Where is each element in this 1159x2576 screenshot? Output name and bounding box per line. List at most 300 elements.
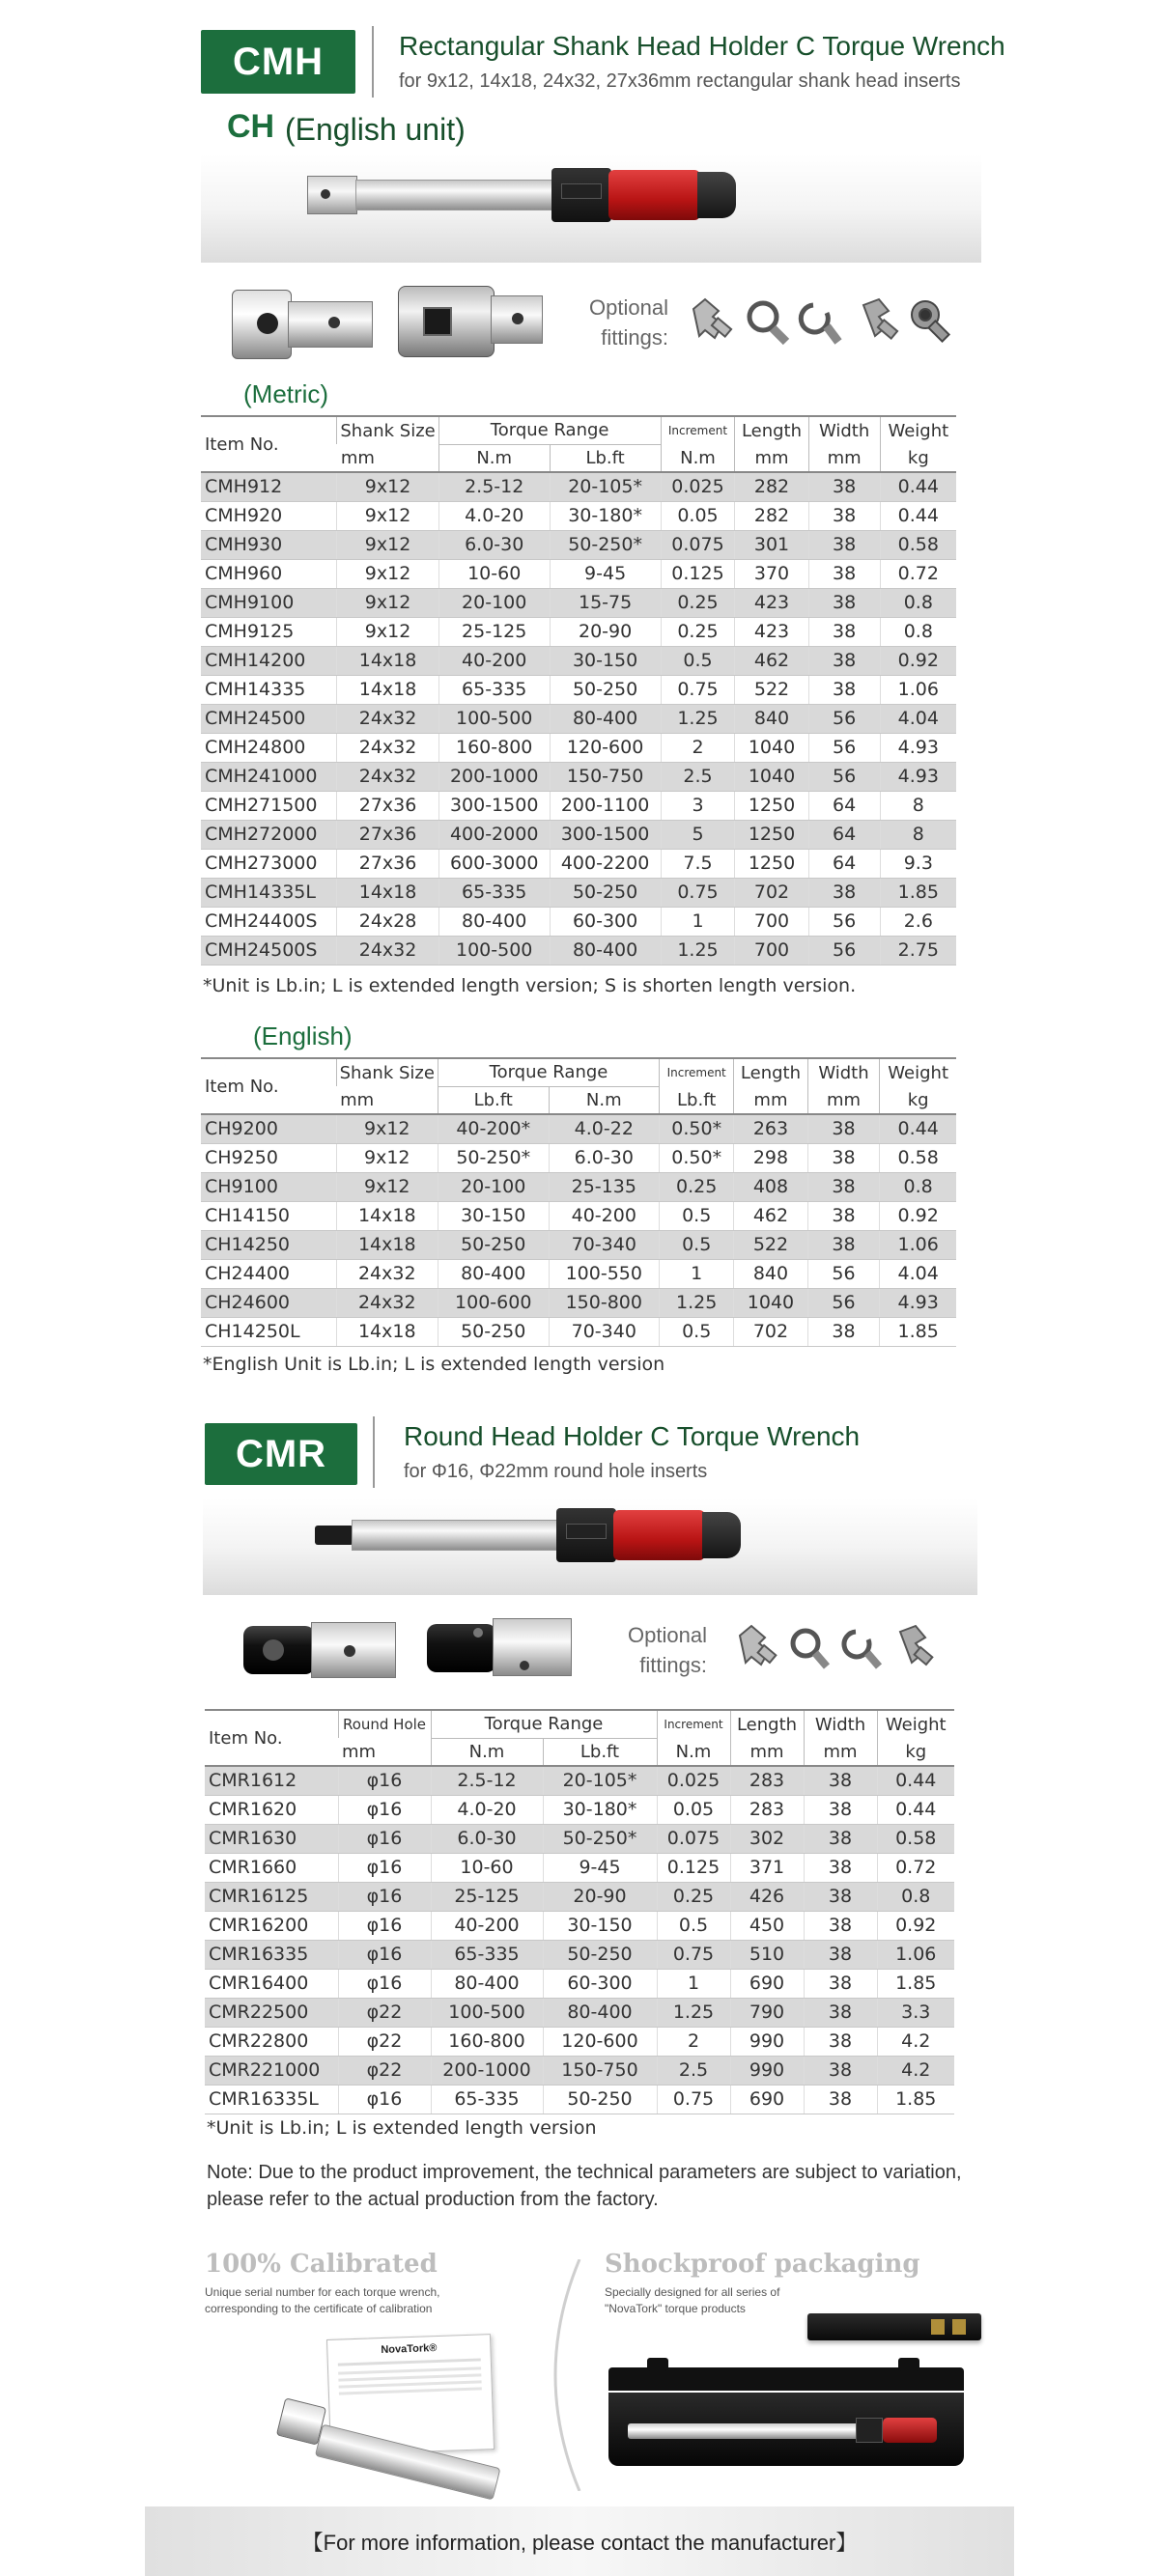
cell-weight: 4.2 — [877, 2027, 954, 2056]
cell-increment: 0.25 — [660, 1172, 734, 1201]
cell-size: φ22 — [338, 1998, 431, 2027]
cell-width: 38 — [808, 646, 880, 675]
cell-size: φ16 — [338, 2085, 431, 2114]
cell-item-no: CH24400 — [201, 1259, 336, 1288]
notice-line-1: Note: Due to the product improvement, the technical parameters are subject to variation, — [207, 2162, 962, 2183]
table-row — [201, 1114, 956, 1143]
cell-increment: 1 — [661, 907, 735, 936]
packaging-line-2: "NovaTork" torque products — [605, 2302, 746, 2315]
cell-size: 9x12 — [337, 501, 438, 530]
cell-width: 38 — [804, 1998, 877, 2027]
col-length: Length — [730, 1710, 804, 1738]
unit-increment: N.m — [661, 444, 735, 472]
unit-length: mm — [735, 444, 808, 472]
optional-line-2: fittings: — [601, 325, 668, 350]
cell-increment: 1 — [660, 1259, 734, 1288]
cell-width: 38 — [808, 675, 880, 704]
cell-item-no: CH14250L — [201, 1317, 336, 1346]
cell-item-no: CMH14335L — [201, 878, 337, 907]
cmr-head-1 — [243, 1622, 396, 1680]
cell-size: φ16 — [338, 1911, 431, 1940]
cell-torque-1: 100-500 — [431, 1998, 543, 2027]
cell-torque-2: 6.0-30 — [549, 1143, 660, 1172]
cell-torque-1: 6.0-30 — [438, 530, 550, 559]
table-row — [201, 849, 956, 878]
unit-increment: N.m — [657, 1738, 730, 1766]
cell-size: 27x36 — [337, 849, 438, 878]
cmh-wrench-image — [307, 162, 872, 226]
cell-weight: 2.75 — [880, 936, 956, 965]
cell-weight: 2.6 — [880, 907, 956, 936]
unit-torque-2: Lb.ft — [543, 1738, 657, 1766]
unit-increment: Lb.ft — [660, 1086, 734, 1114]
calibrated-line-1: Unique serial number for each torque wrench, — [205, 2285, 440, 2299]
unit-length: mm — [730, 1738, 804, 1766]
cell-weight: 1.85 — [877, 2085, 954, 2114]
cell-item-no: CMH24500S — [201, 936, 337, 965]
open-end-fitting-2-icon — [863, 299, 897, 339]
cell-torque-2: 80-400 — [543, 1998, 657, 2027]
cell-length: 790 — [730, 1998, 804, 2027]
cell-increment: 1.25 — [661, 936, 735, 965]
cell-item-no: CMR221000 — [205, 2056, 338, 2085]
cell-item-no: CH9200 — [201, 1114, 336, 1143]
cell-weight: 0.92 — [877, 1911, 954, 1940]
cell-torque-2: 300-1500 — [550, 820, 661, 849]
unit-width: mm — [807, 1086, 880, 1114]
cell-weight: 0.58 — [880, 530, 956, 559]
cell-torque-2: 100-550 — [549, 1259, 660, 1288]
cell-item-no: CMH24400S — [201, 907, 337, 936]
cell-increment: 0.5 — [660, 1230, 734, 1259]
cell-weight: 1.85 — [877, 1969, 954, 1998]
cell-torque-1: 100-500 — [438, 704, 550, 733]
open-end-fitting-icon — [693, 299, 731, 338]
unit-shank: mm — [336, 1086, 438, 1114]
unit-width: mm — [804, 1738, 877, 1766]
table-row — [205, 1853, 954, 1882]
cell-torque-1: 2.5-12 — [438, 472, 550, 501]
cmr-note: *Unit is Lb.in; L is extended length version — [207, 2117, 597, 2139]
cell-torque-1: 20-100 — [438, 1172, 549, 1201]
cell-length: 263 — [734, 1114, 807, 1143]
cell-increment: 0.50* — [660, 1143, 734, 1172]
cell-width: 38 — [804, 1795, 877, 1824]
cell-width: 38 — [808, 530, 880, 559]
cell-size: φ22 — [338, 2027, 431, 2056]
cell-torque-2: 150-750 — [550, 762, 661, 791]
cell-length: 426 — [730, 1882, 804, 1911]
cell-increment: 0.5 — [660, 1201, 734, 1230]
cell-torque-2: 400-2200 — [550, 849, 661, 878]
cell-length: 301 — [735, 530, 808, 559]
cell-item-no: CMH241000 — [201, 762, 337, 791]
cell-increment: 0.125 — [657, 1853, 730, 1882]
cell-size: φ16 — [338, 1969, 431, 1998]
cell-torque-1: 4.0-20 — [431, 1795, 543, 1824]
cell-item-no: CMR16400 — [205, 1969, 338, 1998]
header-divider — [372, 26, 374, 98]
cmh-title: Rectangular Shank Head Holder C Torque Wrench — [399, 31, 1005, 61]
header-divider — [373, 1416, 375, 1488]
cell-increment: 0.25 — [661, 588, 735, 617]
cell-length: 690 — [730, 2085, 804, 2114]
cell-torque-1: 25-125 — [431, 1882, 543, 1911]
cell-torque-2: 50-250* — [550, 530, 661, 559]
cell-length: 990 — [730, 2027, 804, 2056]
calibrated-line-2: corresponding to the certificate of calibration — [205, 2302, 433, 2315]
calibrated-title: 100% Calibrated — [205, 2250, 438, 2279]
table-row — [201, 907, 956, 936]
cell-length: 302 — [730, 1824, 804, 1853]
cell-increment: 0.50* — [660, 1114, 734, 1143]
cell-weight: 0.44 — [880, 472, 956, 501]
ring-fitting-icon — [749, 303, 786, 342]
rect-head — [307, 176, 357, 214]
cell-weight: 0.44 — [877, 1795, 954, 1824]
cell-weight: 0.92 — [880, 646, 956, 675]
table-row — [201, 1143, 956, 1172]
packaging-line-1: Specially designed for all series of — [605, 2285, 780, 2299]
closed-case-image — [807, 2313, 981, 2340]
cell-item-no: CMH920 — [201, 501, 337, 530]
cell-increment: 2 — [657, 2027, 730, 2056]
cell-size: φ16 — [338, 1882, 431, 1911]
col-torque: Torque Range — [431, 1710, 657, 1738]
cell-weight: 0.44 — [880, 1114, 956, 1143]
cell-torque-1: 30-150 — [438, 1201, 549, 1230]
cell-weight: 0.8 — [880, 588, 956, 617]
col-item-no: Item No. — [205, 1710, 338, 1766]
cell-torque-1: 65-335 — [438, 675, 550, 704]
cell-length: 462 — [735, 646, 808, 675]
cell-torque-2: 30-150 — [543, 1911, 657, 1940]
cell-length: 282 — [735, 472, 808, 501]
cell-torque-2: 150-750 — [543, 2056, 657, 2085]
cell-torque-2: 70-340 — [549, 1317, 660, 1346]
cell-torque-1: 2.5-12 — [431, 1766, 543, 1795]
cmh-subtitle: for 9x12, 14x18, 24x32, 27x36mm rectangular shank head inserts — [399, 70, 961, 92]
cell-torque-2: 80-400 — [550, 936, 661, 965]
cell-size: 24x32 — [336, 1259, 438, 1288]
cell-weight: 0.8 — [877, 1882, 954, 1911]
cell-increment: 0.075 — [661, 530, 735, 559]
ring-fitting-icon — [793, 1631, 827, 1666]
cell-size: 24x32 — [337, 704, 438, 733]
cell-length: 423 — [735, 588, 808, 617]
cell-torque-1: 300-1500 — [438, 791, 550, 820]
notice-line-2: please refer to the actual production from the factory. — [207, 2189, 659, 2210]
cell-increment: 0.5 — [657, 1911, 730, 1940]
table-row — [201, 936, 956, 965]
cell-item-no: CH14250 — [201, 1230, 336, 1259]
cell-torque-1: 200-1000 — [438, 762, 550, 791]
col-item-no: Item No. — [201, 416, 337, 472]
table-row — [201, 617, 956, 646]
col-torque: Torque Range — [438, 1058, 659, 1086]
cell-item-no: CMR16335L — [205, 2085, 338, 2114]
cell-length: 450 — [730, 1911, 804, 1940]
cell-item-no: CMR1630 — [205, 1824, 338, 1853]
cell-length: 522 — [735, 675, 808, 704]
cell-width: 38 — [807, 1230, 880, 1259]
cell-item-no: CMH272000 — [201, 820, 337, 849]
cell-torque-2: 50-250 — [550, 675, 661, 704]
cell-length: 370 — [735, 559, 808, 588]
cell-length: 702 — [735, 878, 808, 907]
cell-size: φ22 — [338, 2056, 431, 2085]
cell-item-no: CH9100 — [201, 1172, 336, 1201]
cell-length: 840 — [734, 1259, 807, 1288]
unit-torque-2: N.m — [549, 1086, 660, 1114]
cmr-wrench-image — [315, 1504, 875, 1564]
cell-width: 56 — [808, 762, 880, 791]
cell-width: 38 — [804, 2085, 877, 2114]
col-shank: Shank Size — [336, 1058, 438, 1086]
cell-torque-1: 25-125 — [438, 617, 550, 646]
cell-length: 700 — [735, 907, 808, 936]
cell-width: 38 — [807, 1317, 880, 1346]
unit-width: mm — [808, 444, 880, 472]
cell-size: 24x32 — [337, 936, 438, 965]
cell-size: 9x12 — [337, 559, 438, 588]
cell-weight: 0.44 — [877, 1766, 954, 1795]
col-width: Width — [804, 1710, 877, 1738]
certificate-brand: NovaTork® — [381, 2342, 438, 2357]
cell-torque-1: 80-400 — [431, 1969, 543, 1998]
cell-width: 38 — [807, 1201, 880, 1230]
cell-size: 14x18 — [337, 646, 438, 675]
cell-torque-2: 200-1100 — [550, 791, 661, 820]
cell-weight: 4.04 — [880, 1259, 956, 1288]
cell-width: 38 — [808, 559, 880, 588]
cell-torque-1: 200-1000 — [431, 2056, 543, 2085]
cell-weight: 8 — [880, 820, 956, 849]
table-row — [201, 704, 956, 733]
cell-width: 38 — [804, 1911, 877, 1940]
cmr-subtitle: for Φ16, Φ22mm round hole inserts — [404, 1461, 708, 1482]
open-end-fitting-icon — [740, 1626, 776, 1665]
cmr-head-2 — [427, 1618, 572, 1678]
cell-length: 702 — [734, 1317, 807, 1346]
metric-note: *Unit is Lb.in; L is extended length version; S is shorten length version. — [203, 975, 857, 996]
cell-torque-2: 70-340 — [549, 1230, 660, 1259]
cell-size: 9x12 — [337, 472, 438, 501]
ratchet-fitting-icon — [912, 301, 949, 342]
table-row — [205, 2056, 954, 2085]
cell-length: 1040 — [735, 762, 808, 791]
ch-badge: CH — [227, 108, 275, 145]
open-end-fitting-2-icon — [900, 1626, 932, 1665]
cell-torque-1: 100-500 — [438, 936, 550, 965]
cell-weight: 1.85 — [880, 878, 956, 907]
cell-length: 840 — [735, 704, 808, 733]
unit-round-hole: mm — [338, 1738, 431, 1766]
col-length: Length — [734, 1058, 807, 1086]
cell-item-no: CH9250 — [201, 1143, 336, 1172]
feature-divider — [541, 2259, 599, 2491]
cell-increment: 2 — [661, 733, 735, 762]
cell-torque-2: 50-250* — [543, 1824, 657, 1853]
cmh-optional-label — [576, 293, 668, 352]
cell-length: 1040 — [735, 733, 808, 762]
cell-torque-1: 40-200 — [431, 1911, 543, 1940]
cell-size: 14x18 — [337, 675, 438, 704]
cell-torque-2: 80-400 — [550, 704, 661, 733]
cell-size: 9x12 — [337, 588, 438, 617]
cell-length: 522 — [734, 1230, 807, 1259]
table-row — [201, 530, 956, 559]
cell-item-no: CMR22800 — [205, 2027, 338, 2056]
cell-torque-2: 20-105* — [550, 472, 661, 501]
cell-length: 298 — [734, 1143, 807, 1172]
cell-length: 1250 — [735, 849, 808, 878]
table-row — [201, 501, 956, 530]
table-row — [205, 1940, 954, 1969]
cell-size: 14x18 — [336, 1201, 438, 1230]
cell-torque-1: 10-60 — [438, 559, 550, 588]
unit-length: mm — [734, 1086, 807, 1114]
cell-length: 283 — [730, 1795, 804, 1824]
cell-width: 38 — [804, 2056, 877, 2085]
cell-weight: 0.72 — [877, 1853, 954, 1882]
cell-torque-1: 6.0-30 — [431, 1824, 543, 1853]
unit-weight: kg — [880, 444, 956, 472]
cell-weight: 9.3 — [880, 849, 956, 878]
table-row — [201, 1259, 956, 1288]
col-shank: Shank Size — [337, 416, 438, 444]
cell-torque-1: 80-400 — [438, 907, 550, 936]
cell-size: 27x36 — [337, 820, 438, 849]
cell-torque-1: 65-335 — [431, 1940, 543, 1969]
cell-item-no: CMH14335 — [201, 675, 337, 704]
cell-item-no: CMR16125 — [205, 1882, 338, 1911]
ch-subtitle: (English unit) — [285, 112, 466, 147]
cell-weight: 0.92 — [880, 1201, 956, 1230]
cell-torque-1: 160-800 — [431, 2027, 543, 2056]
table-row — [201, 588, 956, 617]
cell-torque-1: 20-100 — [438, 588, 550, 617]
cell-length: 1250 — [735, 791, 808, 820]
table-row — [201, 472, 956, 501]
cell-increment: 0.25 — [657, 1882, 730, 1911]
cell-weight: 0.58 — [877, 1824, 954, 1853]
calibrated-desc — [205, 2284, 439, 2317]
cell-increment: 0.125 — [661, 559, 735, 588]
unit-shank: mm — [337, 444, 438, 472]
cell-torque-2: 120-600 — [543, 2027, 657, 2056]
packaging-desc — [605, 2284, 779, 2317]
cell-length: 690 — [730, 1969, 804, 1998]
cell-weight: 3.3 — [877, 1998, 954, 2027]
cell-size: φ16 — [338, 1795, 431, 1824]
table-row — [205, 2085, 954, 2114]
cell-length: 510 — [730, 1940, 804, 1969]
cell-increment: 3 — [661, 791, 735, 820]
table-row — [201, 1230, 956, 1259]
unit-weight: kg — [880, 1086, 956, 1114]
table-row — [201, 1317, 956, 1346]
cell-width: 38 — [808, 588, 880, 617]
packaging-title: Shockproof packaging — [605, 2250, 920, 2279]
cell-width: 56 — [807, 1259, 880, 1288]
cell-size: 9x12 — [336, 1172, 438, 1201]
cell-torque-1: 600-3000 — [438, 849, 550, 878]
cell-torque-2: 60-300 — [550, 907, 661, 936]
cell-weight: 4.93 — [880, 762, 956, 791]
cell-width: 38 — [808, 472, 880, 501]
cell-torque-2: 9-45 — [543, 1853, 657, 1882]
col-length: Length — [735, 416, 808, 444]
cell-width: 56 — [807, 1288, 880, 1317]
cell-size: φ16 — [338, 1853, 431, 1882]
cell-torque-2: 30-180* — [543, 1795, 657, 1824]
table-row — [201, 733, 956, 762]
cell-item-no: CMH14200 — [201, 646, 337, 675]
cell-increment: 0.75 — [661, 878, 735, 907]
cell-item-no: CMR1660 — [205, 1853, 338, 1882]
col-weight: Weight — [880, 1058, 956, 1086]
cmh-head-1 — [232, 290, 373, 359]
cell-length: 423 — [735, 617, 808, 646]
table-row — [205, 1824, 954, 1853]
table-row — [205, 1766, 954, 1795]
col-item-no: Item No. — [201, 1058, 336, 1114]
cell-torque-1: 65-335 — [431, 2085, 543, 2114]
cell-increment: 0.075 — [657, 1824, 730, 1853]
unit-torque-1: N.m — [438, 444, 550, 472]
cell-item-no: CMH24800 — [201, 733, 337, 762]
cell-width: 64 — [808, 820, 880, 849]
optional-line-2: fittings: — [639, 1653, 707, 1677]
cell-size: φ16 — [338, 1824, 431, 1853]
cell-increment: 0.75 — [661, 675, 735, 704]
cell-torque-2: 20-90 — [543, 1882, 657, 1911]
open-case-image — [608, 2367, 964, 2474]
cell-width: 38 — [804, 1969, 877, 1998]
cell-weight: 0.44 — [880, 501, 956, 530]
cell-increment: 1.25 — [657, 1998, 730, 2027]
cell-size: φ16 — [338, 1940, 431, 1969]
cell-size: 14x18 — [336, 1317, 438, 1346]
cell-weight: 4.2 — [877, 2056, 954, 2085]
table-row — [205, 1969, 954, 1998]
cell-torque-1: 50-250* — [438, 1143, 549, 1172]
cell-item-no: CMH24500 — [201, 704, 337, 733]
cell-torque-2: 15-75 — [550, 588, 661, 617]
cell-increment: 1 — [657, 1969, 730, 1998]
cell-item-no: CMH912 — [201, 472, 337, 501]
cell-weight: 0.58 — [880, 1143, 956, 1172]
cell-weight: 0.8 — [880, 617, 956, 646]
optional-line-1: Optional — [628, 1623, 707, 1647]
cell-width: 38 — [804, 1940, 877, 1969]
cell-item-no: CMH271500 — [201, 791, 337, 820]
cell-width: 56 — [808, 704, 880, 733]
cell-size: 24x32 — [336, 1288, 438, 1317]
cell-size: 27x36 — [337, 791, 438, 820]
cell-size: 14x18 — [337, 878, 438, 907]
cell-increment: 1.25 — [660, 1288, 734, 1317]
cell-torque-1: 50-250 — [438, 1317, 549, 1346]
cell-item-no: CMH960 — [201, 559, 337, 588]
cell-width: 38 — [807, 1172, 880, 1201]
cell-torque-1: 65-335 — [438, 878, 550, 907]
cell-increment: 0.5 — [661, 646, 735, 675]
cell-increment: 0.05 — [657, 1795, 730, 1824]
col-increment: Increment — [660, 1058, 734, 1086]
cell-width: 38 — [804, 2027, 877, 2056]
